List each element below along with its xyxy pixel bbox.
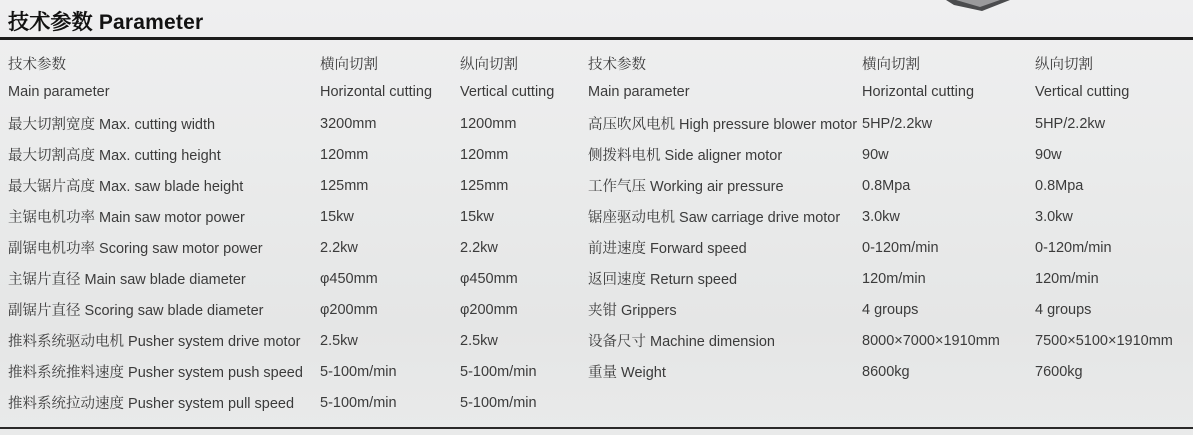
value-cell: 15kw bbox=[460, 208, 494, 225]
param-cell: 重量 Weight bbox=[588, 365, 666, 381]
value-cell: 2.2kw bbox=[460, 239, 498, 256]
table-row bbox=[588, 325, 1193, 356]
value-cell: 90w bbox=[1035, 146, 1062, 163]
table-header-row bbox=[588, 52, 1193, 106]
value-cell: 90w bbox=[862, 146, 889, 163]
value-cell: 5HP/2.2kw bbox=[862, 115, 933, 132]
param-cell: 副锯片直径 Scoring saw blade diameter bbox=[8, 303, 264, 319]
param-cell: 高压吹风电机 High pressure blower motor bbox=[588, 117, 858, 133]
table-row bbox=[588, 232, 1193, 263]
value-cell: 2.2kw bbox=[320, 239, 358, 256]
value-cell: φ200mm bbox=[320, 301, 378, 318]
header-horizontal-cutting bbox=[320, 52, 460, 106]
header-label-zh: 技术参数 bbox=[8, 57, 66, 73]
value-cell: 0.8Mpa bbox=[862, 177, 911, 194]
table-row bbox=[588, 108, 1193, 139]
header-main-parameter bbox=[8, 52, 320, 106]
header-label-zh: 横向切割 bbox=[862, 57, 920, 73]
value-cell: φ450mm bbox=[320, 270, 378, 287]
table-row bbox=[8, 201, 588, 232]
table-row bbox=[8, 356, 588, 387]
param-cell: 前进速度 Forward speed bbox=[588, 241, 747, 257]
value-cell: 120m/min bbox=[1035, 270, 1099, 287]
table-row bbox=[588, 263, 1193, 294]
value-cell: 7600kg bbox=[1035, 363, 1083, 380]
value-cell: 3.0kw bbox=[1035, 208, 1073, 225]
header-label-en: Vertical cutting bbox=[1035, 84, 1130, 100]
value-cell: 7500×5100×1910mm bbox=[1035, 332, 1173, 349]
param-cell: 锯座驱动电机 Saw carriage drive motor bbox=[588, 210, 841, 226]
value-cell: 5HP/2.2kw bbox=[1035, 115, 1106, 132]
table-row bbox=[8, 263, 588, 294]
page-title: 技术参数 Parameter bbox=[8, 11, 204, 34]
value-cell: 8600kg bbox=[862, 363, 910, 380]
value-cell: 5-100m/min bbox=[320, 363, 397, 380]
param-cell: 最大切割高度 Max. cutting height bbox=[8, 148, 221, 164]
header-label-zh: 纵向切割 bbox=[1035, 57, 1093, 73]
value-cell: 0.8Mpa bbox=[1035, 177, 1084, 194]
header-label-en: Horizontal cutting bbox=[862, 84, 975, 100]
table-header-row bbox=[8, 52, 588, 106]
value-cell: 5-100m/min bbox=[320, 394, 397, 411]
parameter-tables bbox=[0, 52, 1193, 418]
table-body bbox=[588, 108, 1193, 387]
value-cell: 5-100m/min bbox=[460, 394, 537, 411]
table-row bbox=[8, 170, 588, 201]
value-cell: 3200mm bbox=[320, 115, 377, 132]
value-cell: φ200mm bbox=[460, 301, 518, 318]
table-row bbox=[8, 232, 588, 263]
table-row bbox=[588, 356, 1193, 387]
param-cell: 副锯电机功率 Scoring saw motor power bbox=[8, 241, 263, 257]
value-cell: 2.5kw bbox=[460, 332, 498, 349]
value-cell: 2.5kw bbox=[320, 332, 358, 349]
header-label-zh: 技术参数 bbox=[588, 57, 646, 73]
value-cell: 0-120m/min bbox=[1035, 239, 1112, 256]
value-cell: 4 groups bbox=[1035, 301, 1092, 318]
header-vertical-cutting bbox=[1035, 52, 1193, 106]
param-cell: 返回速度 Return speed bbox=[588, 272, 738, 288]
value-cell: 15kw bbox=[320, 208, 354, 225]
value-cell: 3.0kw bbox=[862, 208, 900, 225]
param-cell: 推料系统推料速度 Pusher system push speed bbox=[8, 365, 303, 381]
table-body bbox=[8, 108, 588, 418]
table-row bbox=[588, 170, 1193, 201]
value-cell: 5-100m/min bbox=[460, 363, 537, 380]
param-cell: 夹钳 Grippers bbox=[588, 303, 677, 319]
table-row bbox=[8, 325, 588, 356]
value-cell: φ450mm bbox=[460, 270, 518, 287]
header-main-parameter bbox=[588, 52, 862, 106]
value-cell: 0-120m/min bbox=[862, 239, 939, 256]
header-label-en: Main parameter bbox=[8, 84, 110, 100]
title-divider-rule bbox=[0, 37, 1193, 40]
bottom-divider-rule bbox=[0, 427, 1193, 429]
param-cell: 主锯片直径 Main saw blade diameter bbox=[8, 272, 246, 288]
param-cell: 最大锯片高度 Max. saw blade height bbox=[8, 179, 244, 195]
header-label-en: Main parameter bbox=[588, 84, 690, 100]
param-cell: 工作气压 Working air pressure bbox=[588, 179, 784, 195]
param-cell: 推料系统驱动电机 Pusher system drive motor bbox=[8, 334, 301, 350]
value-cell: 4 groups bbox=[862, 301, 919, 318]
table-row bbox=[8, 387, 588, 418]
table-row bbox=[588, 294, 1193, 325]
header-label-zh: 横向切割 bbox=[320, 57, 378, 73]
value-cell: 120m/min bbox=[862, 270, 926, 287]
cropped-photo-corner-decoration bbox=[938, 0, 1016, 14]
table-row bbox=[8, 294, 588, 325]
header-label-en: Horizontal cutting bbox=[320, 84, 433, 100]
table-row bbox=[588, 139, 1193, 170]
value-cell: 125mm bbox=[320, 177, 369, 194]
value-cell: 8000×7000×1910mm bbox=[862, 332, 1000, 349]
header-label-en: Vertical cutting bbox=[460, 84, 555, 100]
value-cell: 120mm bbox=[320, 146, 369, 163]
table-row bbox=[8, 108, 588, 139]
header-vertical-cutting bbox=[460, 52, 588, 106]
param-cell: 主锯电机功率 Main saw motor power bbox=[8, 210, 245, 226]
parameter-table-right bbox=[588, 52, 1193, 418]
value-cell: 1200mm bbox=[460, 115, 517, 132]
table-row bbox=[588, 201, 1193, 232]
parameter-table-left bbox=[0, 52, 588, 418]
param-cell: 最大切割宽度 Max. cutting width bbox=[8, 117, 216, 133]
value-cell: 120mm bbox=[460, 146, 509, 163]
param-cell: 侧拨料电机 Side aligner motor bbox=[588, 148, 783, 164]
param-cell: 设备尺寸 Machine dimension bbox=[588, 334, 775, 350]
header-label-zh: 纵向切割 bbox=[460, 57, 518, 73]
table-row bbox=[8, 139, 588, 170]
header-horizontal-cutting bbox=[862, 52, 1035, 106]
value-cell: 125mm bbox=[460, 177, 509, 194]
param-cell: 推料系统拉动速度 Pusher system pull speed bbox=[8, 396, 295, 412]
